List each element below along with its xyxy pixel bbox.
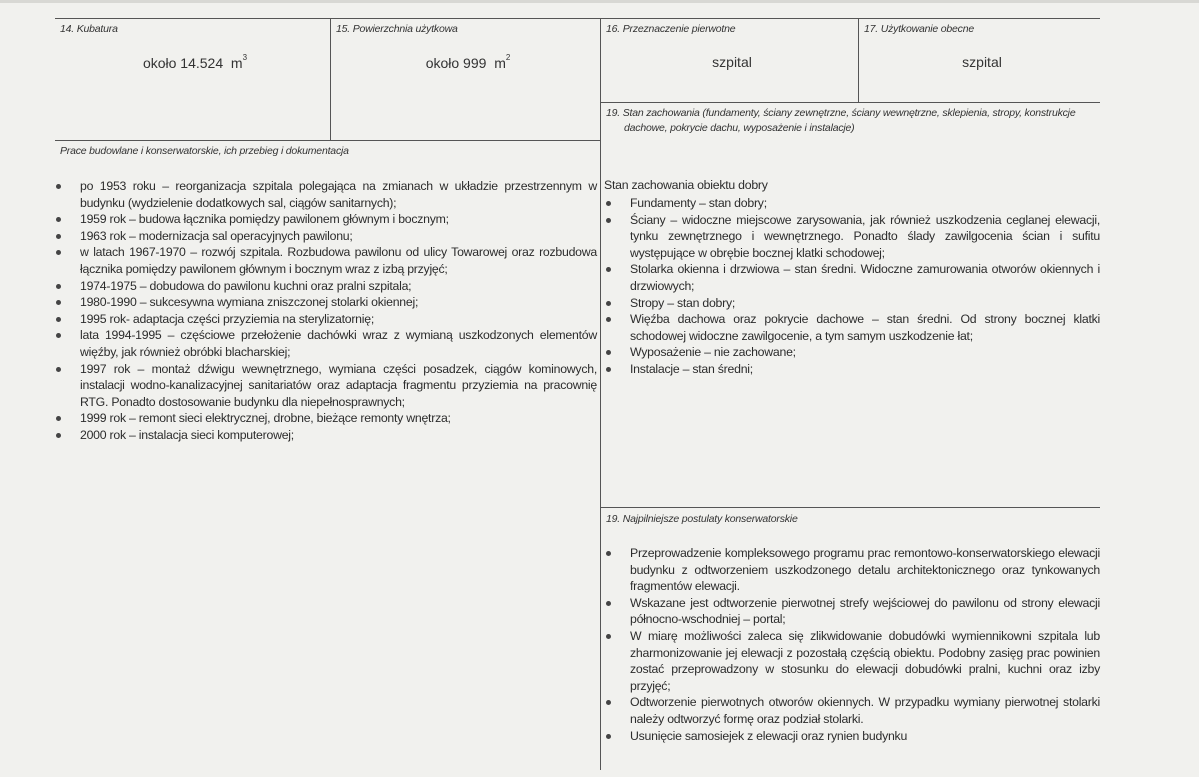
list-item: 2000 rok – instalacja sieci komputerowej;	[53, 427, 597, 444]
list-item: Ściany – widoczne miejscowe zarysowania, jak również uszkodzenia ceglanej elewacji, tynku zewnętrznego i wewnętrznego. Ponadto ślady zawilgocenia ścian i sufitu występujące w obrębie bocznej klatki schodowej;	[603, 212, 1100, 262]
table-top-border	[55, 18, 1100, 19]
uzytkowanie-label: 17. Użytkowanie obecne	[864, 23, 975, 35]
list-item: Odtworzenie pierwotnych otworów okiennych. W przypadku wymiany pierwotnej stolarki należy odtworzyć formę oraz podział stolarki.	[603, 694, 1100, 727]
list-item: 1999 rok – remont sieci elektrycznej, drobne, bieżące remonty wnętrza;	[53, 410, 597, 427]
przeznaczenie-label: 16. Przeznaczenie pierwotne	[606, 23, 736, 35]
list-item: Fundamenty – stan dobry;	[603, 195, 1100, 212]
list-item: 1974-1975 – dobudowa do pawilonu kuchni oraz pralni szpitala;	[53, 278, 597, 295]
powierzchnia-label: 15. Powierzchnia użytkowa	[336, 23, 458, 35]
stan-label-line2: dachowe, pokrycie dachu, wyposażenie i instalacje)	[624, 122, 855, 134]
prace-list	[53, 178, 597, 444]
list-item: po 1953 roku – reorganizacja szpitala polegająca na zmianach w układzie przestrzennym w budynku (wydzielenie dodatkowych sal, ciągów sanitarnych);	[53, 178, 597, 211]
przeznaczenie-value: szpital	[712, 54, 752, 70]
list-item: Przeprowadzenie kompleksowego programu prac remontowo-konserwatorskiego elewacji budynku z odtworzeniem uszkodzonego detalu architektonicznego oraz tynkowanych fragmentów elewacji.	[603, 545, 1100, 595]
kubatura-value: około 14.524 $m^3$	[142, 53, 248, 71]
row-divider-left	[55, 140, 600, 141]
list-item: 1980-1990 – sukcesywna wymiana zniszczonej stolarki okiennej;	[53, 294, 597, 311]
list-item: Usunięcie samosiejek z elewacji oraz rynien budynku	[603, 728, 1100, 745]
list-item: w latach 1967-1970 – rozwój szpitala. Rozbudowa pawilonu od ulicy Towarowej oraz rozbudowa łącznika pomiędzy pawilonem głównym i bocznym wraz z izbą przyjęć;	[53, 244, 597, 277]
row-divider-right-bottom	[600, 507, 1100, 508]
col-divider-3	[858, 18, 859, 102]
scan-edge	[0, 0, 1199, 3]
stan-label-line1: 19. Stan zachowania (fundamenty, ściany zewnętrzne, ściany wewnętrzne, sklepienia, stropy, konstrukcje	[606, 107, 1076, 119]
powierzchnia-value: około 999 $m^2$	[425, 53, 511, 71]
list-item: W miarę możliwości zaleca się zlikwidowanie dobudówki wymiennikowni szpitala lub zharmonizowanie jej elewacji z pozostałą częścią obiektu. Podobny zasięg prac powinien zostać przeprowadzony w stosunku do elewacji dobudówki pralni, kuchni oraz izby przyjęć;	[603, 628, 1100, 694]
list-item: Stolarka okienna i drzwiowa – stan średni. Widoczne zamurowania otworów okiennych i drzwiowych;	[603, 261, 1100, 294]
list-item: Więźba dachowa oraz pokrycie dachowe – stan średni. Od strony bocznej klatki schodowej widoczne zawilgocenie, a tym samym uszkodzenie łat;	[603, 311, 1100, 344]
col-divider-1	[330, 18, 331, 140]
uzytkowanie-value: szpital	[962, 54, 1002, 70]
postulaty-list	[603, 545, 1100, 744]
list-item: 1963 rok – modernizacja sal operacyjnych pawilonu;	[53, 228, 597, 245]
list-item: Instalacje – stan średni;	[603, 361, 1100, 378]
list-item: Wyposażenie – nie zachowane;	[603, 344, 1100, 361]
row-divider-right-top	[600, 102, 1100, 103]
kubatura-label: 14. Kubatura	[60, 23, 118, 35]
list-item: 1997 rok – montaż dźwigu wewnętrznego, wymiana części posadzek, ciągów kominowych, instalacji wodno-kanalizacyjnej sanitariatów oraz adaptacja fragmentu przyziemia na pracownię RTG. Ponadto dostosowanie budynku dla niepełnosprawnych;	[53, 361, 597, 411]
prace-label: Prace budowlane i konserwatorskie, ich przebieg i dokumentacja	[60, 145, 349, 157]
postulaty-label: 19. Najpilniejsze postulaty konserwatorskie	[606, 513, 798, 525]
list-item: Stropy – stan dobry;	[603, 295, 1100, 312]
stan-intro: Stan zachowania obiektu dobry	[604, 178, 768, 192]
stan-list	[603, 195, 1100, 378]
list-item: 1959 rok – budowa łącznika pomiędzy pawilonem głównym i bocznym;	[53, 211, 597, 228]
list-item: lata 1994-1995 – częściowe przełożenie dachówki wraz z wymianą uszkodzonych elementów więźby, jak również obróbki blacharskiej;	[53, 327, 597, 360]
list-item: Wskazane jest odtworzenie pierwotnej strefy wejściowej do pawilonu od strony elewacji północno-wschodniej – portal;	[603, 595, 1100, 628]
list-item: 1995 rok- adaptacja części przyziemia na sterylizatornię;	[53, 311, 597, 328]
col-divider-main	[600, 18, 601, 770]
